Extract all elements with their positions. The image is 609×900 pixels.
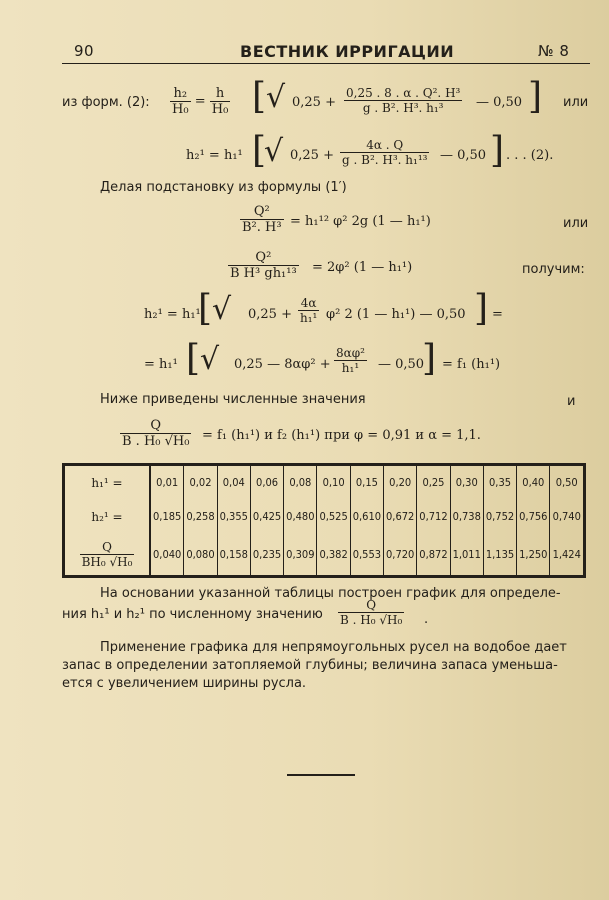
table-cell: 0,756 — [517, 499, 550, 534]
table-row — [64, 499, 585, 534]
table-cell: 0,01 — [150, 465, 184, 500]
table-cell: 0,10 — [317, 465, 350, 500]
journal-title: ВЕСТНИК ИРРИГАЦИИ — [240, 42, 455, 61]
formula-3-fraction: $\frac{\text{Q²}}{\text{B². H³}}$ — [242, 204, 282, 235]
table-cell: 1,135 — [483, 534, 516, 576]
table-cell: 0,185 — [150, 499, 184, 534]
bracket-left-5: [ — [198, 288, 213, 329]
table-cell: 0,309 — [284, 534, 317, 576]
formula-6-lhs: = h₁¹ — [144, 357, 178, 372]
table-row — [64, 465, 585, 500]
formula-4-fraction: $\frac{\text{Q²}}{\text{B H³ gh₁¹³}}$ — [230, 250, 297, 281]
formula-2-lhs: h₂¹ = h₁¹ — [186, 148, 243, 163]
sqrt-sign-5: √ — [212, 292, 232, 327]
table-cell: 0,425 — [250, 499, 283, 534]
table-cell: 0,02 — [184, 465, 217, 500]
table-cell: 0,740 — [550, 499, 585, 534]
table-cell: 0,712 — [417, 499, 450, 534]
paragraph-1-line-1: На основании указанной таблицы построен график для определе- — [100, 586, 561, 601]
values-intro-text: Ниже приведены численные значения — [100, 392, 366, 407]
table-cell: 0,480 — [284, 499, 317, 534]
formula-1-lhs: $\frac{\text{h₂}}{\text{H₀}}$ = $\frac{h}{\text{H₀}}$ — [172, 86, 229, 117]
table-cell: 0,50 — [550, 465, 585, 500]
formula-6-fraction: $\frac{\text{8αφ²}}{\text{h₁¹}}$ — [336, 346, 365, 375]
formula-5-const: 0,25 + — [248, 307, 292, 322]
header-rule — [62, 63, 590, 64]
paragraph-2-line-2: запас в определении затопляемой глубины; величина запаса уменьша- — [62, 658, 558, 673]
table-cell: 0,610 — [350, 499, 383, 534]
formula-1-suffix: или — [563, 95, 589, 110]
table-cell: 0,553 — [350, 534, 383, 576]
formula-4-rhs: = 2φ² (1 — h₁¹) — [312, 260, 413, 275]
values-intro-suffix: и — [567, 394, 576, 409]
bracket-right-2: ] — [490, 130, 505, 171]
table-cell: 0,20 — [384, 465, 417, 500]
bracket-left-6: [ — [186, 338, 201, 379]
table-cell: 0,355 — [217, 499, 250, 534]
table-cell: 0,15 — [350, 465, 383, 500]
table-cell: 0,382 — [317, 534, 350, 576]
table-cell: 0,040 — [150, 534, 184, 576]
table-cell: 0,06 — [250, 465, 283, 500]
formula-1-tail: — 0,50 — [476, 95, 523, 110]
table-cell: 0,08 — [284, 465, 317, 500]
formula-1-const: 0,25 + — [292, 95, 336, 110]
paragraph-1-line-2: ния h₁¹ и h₂¹ по численному значению — [62, 607, 323, 622]
table-cell: 1,011 — [450, 534, 483, 576]
bracket-right: ] — [528, 76, 543, 117]
table-cell: 0,04 — [217, 465, 250, 500]
row-label-q: $\frac{Q}{\text{BH₀ √H₀}}$ — [64, 534, 151, 576]
formula-2-label: . . . (2). — [506, 148, 554, 163]
table-cell: 0,672 — [384, 499, 417, 534]
issue-number: № 8 — [538, 42, 570, 60]
table-cell: 0,40 — [517, 465, 550, 500]
end-rule — [287, 761, 355, 780]
formula-6-tail: — 0,50 — [378, 357, 425, 372]
row-label-h1: h₁¹ = — [64, 465, 151, 500]
bracket-right-6: ] — [422, 338, 437, 379]
table-cell: 0,525 — [317, 499, 350, 534]
paragraph-2-line-1: Применение графика для непрямоугольных русел на водобое дает — [100, 640, 567, 655]
table-cell: 0,30 — [450, 465, 483, 500]
formula-7-rhs: = f₁ (h₁¹) и f₂ (h₁¹) при φ = 0,91 и α = 1,1. — [202, 428, 481, 443]
table-cell: 1,250 — [517, 534, 550, 576]
formula-5-tail: φ² 2 (1 — h₁¹) — 0,50 — [326, 307, 466, 322]
table-cell: 0,738 — [450, 499, 483, 534]
table-cell: 0,158 — [217, 534, 250, 576]
table-cell: 0,258 — [184, 499, 217, 534]
formula-1-prefix: из форм. (2): — [62, 95, 150, 110]
row-label-h2: h₂¹ = — [64, 499, 151, 534]
table-cell: 1,424 — [550, 534, 585, 576]
formula-2-fraction: $\frac{4\alpha . Q}{\text{g . B². H³. h₁¹³}}$ — [342, 138, 428, 167]
formula-7-fraction: $\frac{Q}{\text{B . H₀ √H₀}}$ — [122, 418, 190, 449]
table-cell: 0,872 — [417, 534, 450, 576]
table-cell: 0,235 — [250, 534, 283, 576]
sqrt-sign-6: √ — [200, 342, 220, 377]
formula-5-eq: = — [492, 307, 503, 322]
bracket-right-5: ] — [474, 288, 489, 329]
formula-6-sqrt-body: 0,25 — 8αφ² + — [234, 357, 331, 372]
sqrt-sign-2: √ — [264, 134, 284, 169]
values-table — [62, 463, 586, 578]
formula-5-lhs: h₂¹ = h₁¹ — [144, 307, 201, 322]
formula-4-suffix: получим: — [522, 262, 585, 277]
page-number: 90 — [74, 42, 95, 60]
formula-6-rhs: = f₁ (h₁¹) — [442, 357, 501, 372]
table-cell: 0,720 — [384, 534, 417, 576]
paragraph-2-line-3: ется с увеличением ширины русла. — [62, 676, 307, 691]
substitution-text: Делая подстановку из формулы (1′) — [100, 180, 347, 195]
sqrt-sign: √ — [266, 80, 286, 115]
paragraph-1-end: . — [424, 612, 429, 627]
table-cell: 0,752 — [483, 499, 516, 534]
formula-3-rhs: = h₁¹² φ² 2g (1 — h₁¹) — [290, 214, 431, 229]
formula-3-suffix: или — [563, 216, 589, 231]
bracket-left-2: [ — [252, 130, 267, 171]
bracket-left: [ — [252, 76, 267, 117]
formula-2-tail: — 0,50 — [440, 148, 487, 163]
table-cell: 0,080 — [184, 534, 217, 576]
table-cell: 0,35 — [483, 465, 516, 500]
paragraph-1-fraction: $\frac{Q}{\text{B . H₀ √H₀}}$ — [340, 598, 403, 627]
table-cell: 0,25 — [417, 465, 450, 500]
formula-2-const: 0,25 + — [290, 148, 334, 163]
table-row — [64, 534, 585, 576]
formula-5-fraction: $\frac{4\alpha}{\text{h₁¹}}$ — [300, 296, 318, 325]
formula-1-fraction: $\frac{\text{0,25 . 8 . α . Q². H³}}{\text{g . B². H³. h₁³}}$ — [346, 86, 461, 115]
